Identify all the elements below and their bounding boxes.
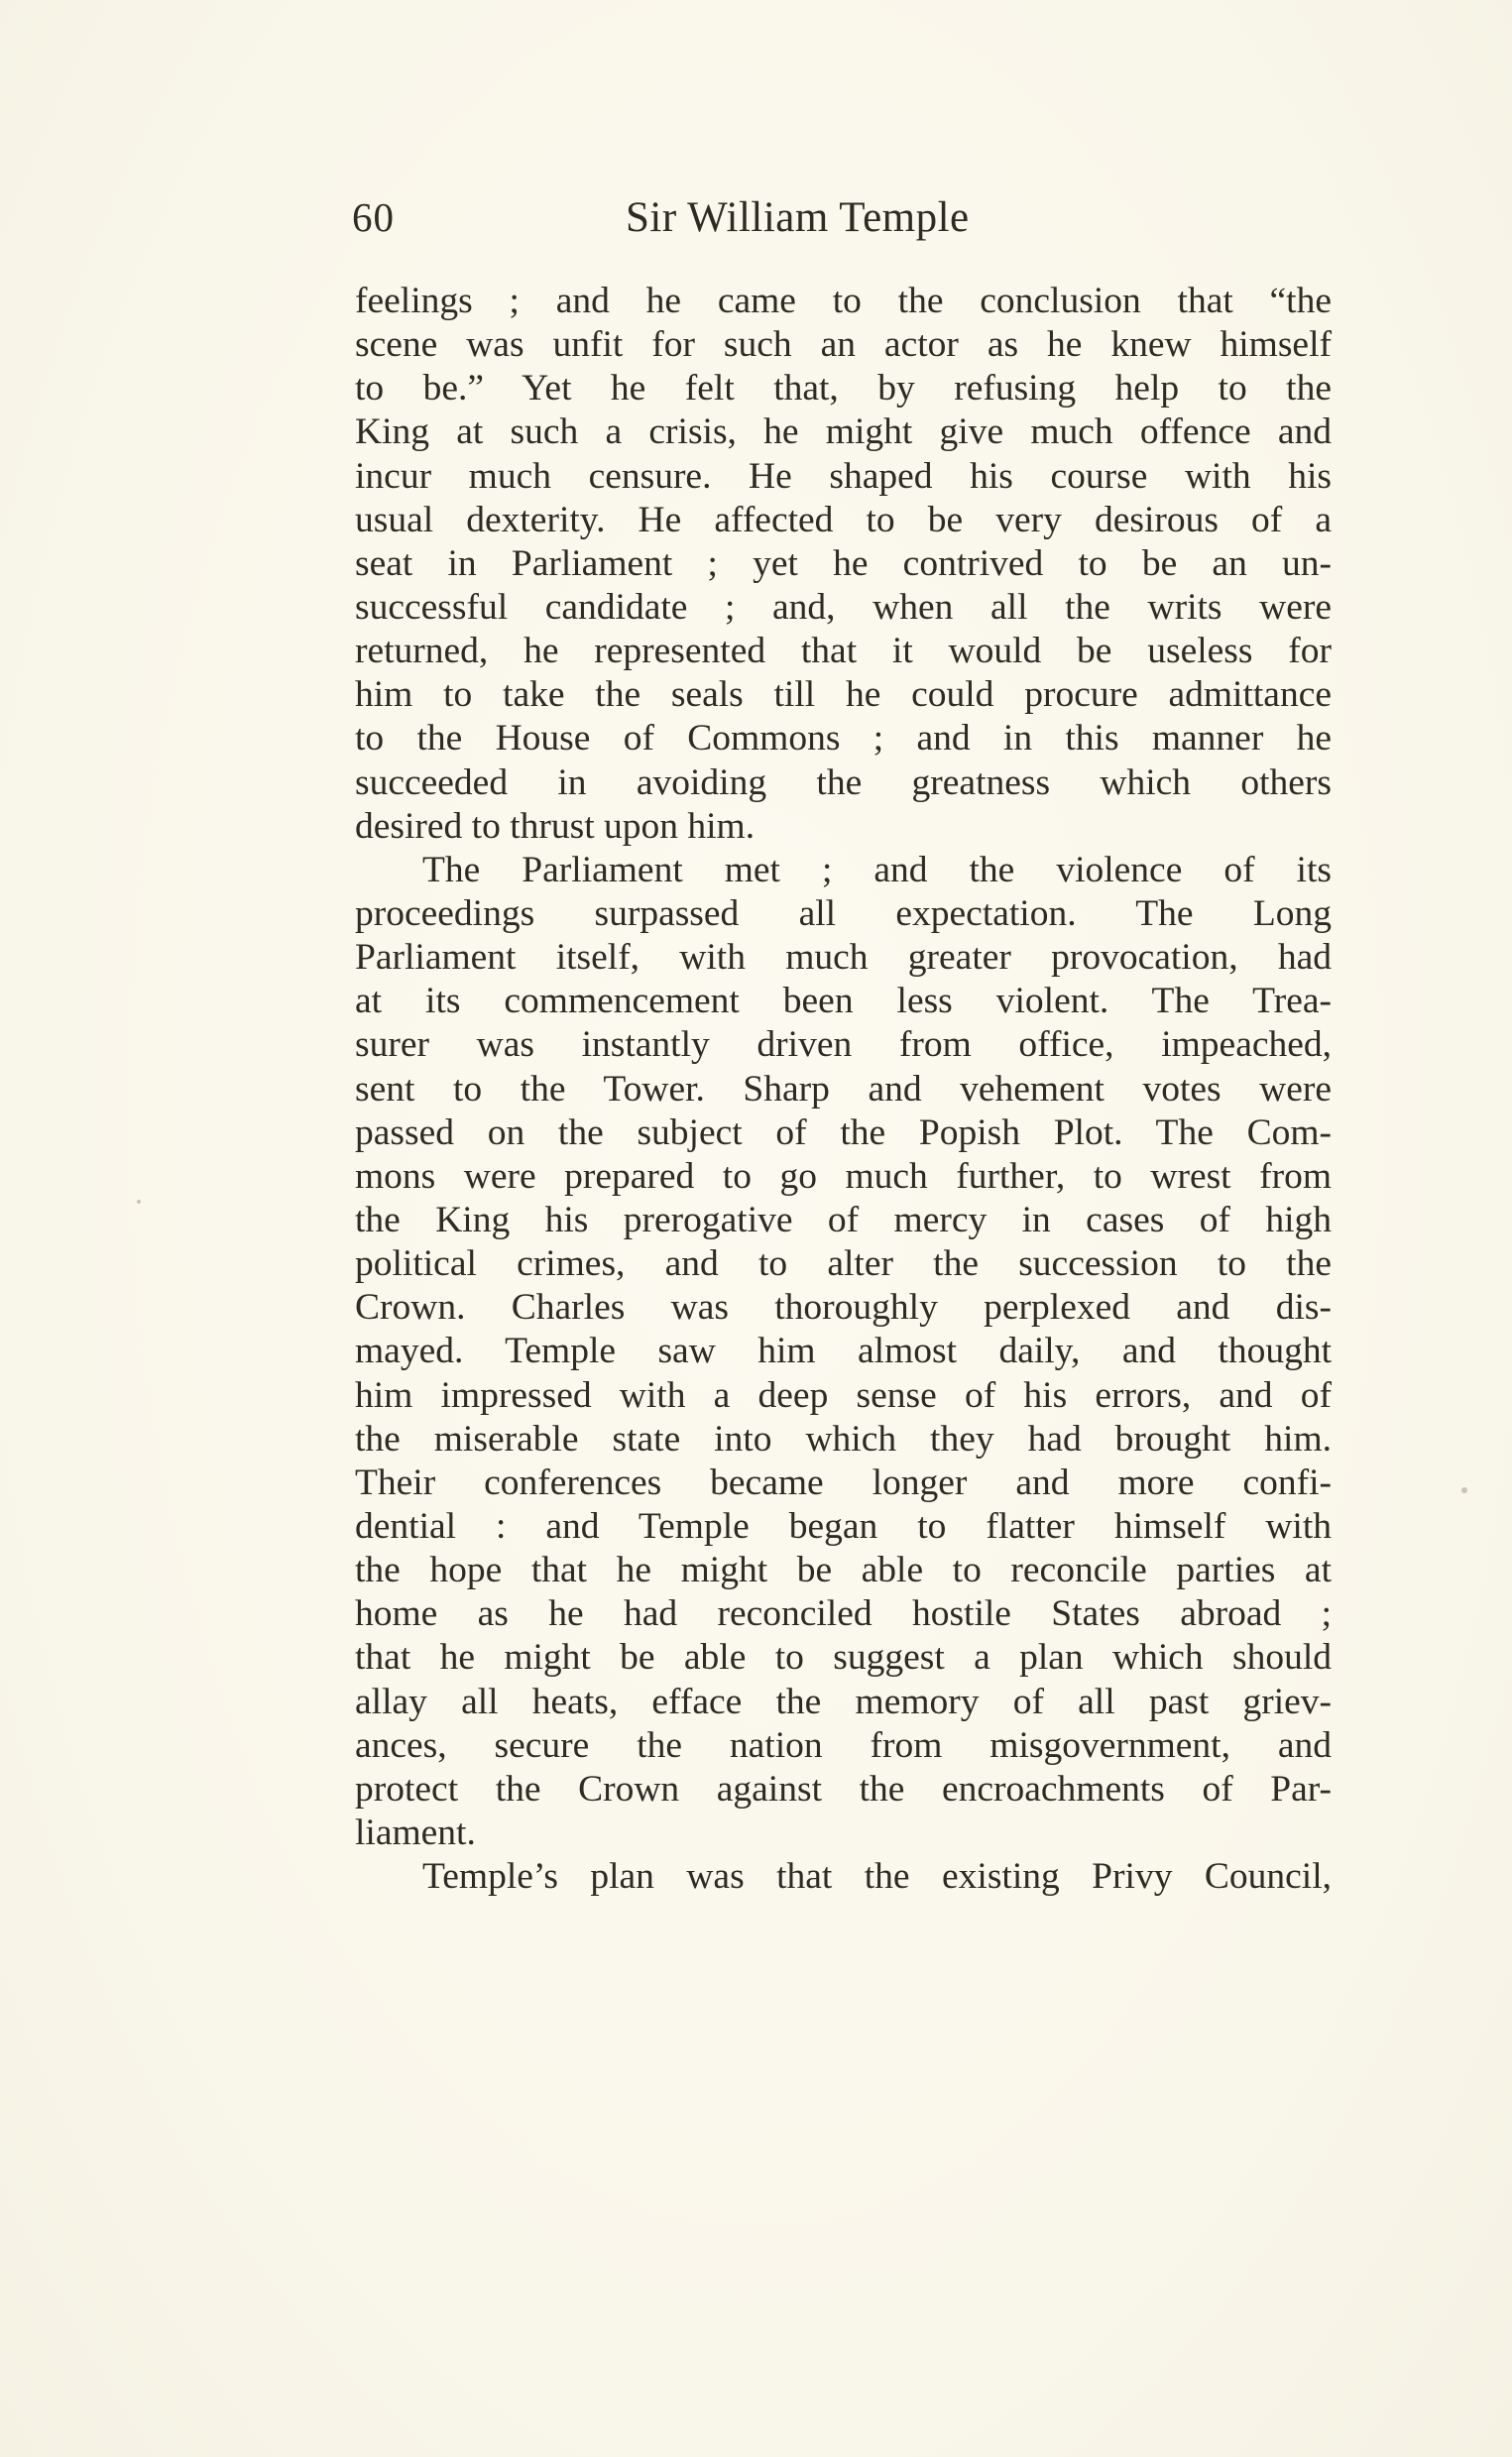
- page-header: [352, 193, 1334, 253]
- text-line: ances, secure the nation from misgovernment, and: [355, 1724, 1332, 1766]
- text-line: King at such a crisis, he might give much offence and: [355, 411, 1332, 453]
- text-line: returned, he represented that it would be useless for: [355, 631, 1332, 672]
- text-line: that he might be able to suggest a plan which should: [355, 1637, 1332, 1679]
- body-text: [355, 280, 1332, 1899]
- text-line: successful candidate ; and, when all the writs were: [355, 586, 1332, 628]
- paper-speck: [137, 1200, 141, 1204]
- text-line: Parliament itself, with much greater provocation, had: [355, 937, 1332, 979]
- text-line: mayed. Temple saw him almost daily, and thought: [355, 1331, 1332, 1372]
- text-line: sent to the Tower. Sharp and vehement votes were: [355, 1068, 1332, 1110]
- text-line: Temple’s plan was that the existing Privy Council,: [422, 1856, 1332, 1898]
- paragraph-2: [355, 849, 1332, 1855]
- paragraph-3: [355, 1855, 1332, 1899]
- text-line: the miserable state into which they had brought him.: [355, 1418, 1332, 1460]
- text-line: political crimes, and to alter the succession to the: [355, 1243, 1332, 1285]
- text-line: succeeded in avoiding the greatness which others: [355, 761, 1332, 803]
- text-line: desired to thrust upon him.: [355, 805, 756, 847]
- text-line: allay all heats, efface the memory of all past griev-: [355, 1681, 1332, 1722]
- text-line: the King his prerogative of mercy in cases of high: [355, 1199, 1332, 1240]
- text-line: usual dexterity. He affected to be very desirous of a: [355, 499, 1332, 540]
- text-line: passed on the subject of the Popish Plot. The Com-: [355, 1112, 1332, 1153]
- text-line: dential : and Temple began to flatter himself with: [355, 1505, 1332, 1547]
- paper-speck: [1461, 1487, 1467, 1493]
- text-line: home as he had reconciled hostile States abroad ;: [355, 1593, 1332, 1635]
- paragraph-1: [355, 280, 1332, 849]
- text-line: mons were prepared to go much further, to wrest from: [355, 1155, 1332, 1197]
- text-line: to be.” Yet he felt that, by refusing help to the: [355, 368, 1332, 410]
- text-line: feelings ; and he came to the conclusion that “the: [355, 281, 1332, 321]
- text-line: The Parliament met ; and the violence of its: [422, 849, 1332, 890]
- text-line: at its commencement been less violent. The Trea-: [355, 981, 1332, 1022]
- text-line: Crown. Charles was thoroughly perplexed and dis-: [355, 1287, 1332, 1329]
- text-line: him to take the seals till he could procure admittance: [355, 674, 1332, 716]
- page-number: 60: [352, 194, 395, 240]
- text-line: proceedings surpassed all expectation. The Long: [355, 892, 1332, 934]
- text-line: surer was instantly driven from office, impeached,: [355, 1024, 1332, 1066]
- text-line: to the House of Commons ; and in this manner he: [355, 718, 1332, 760]
- text-line: him impressed with a deep sense of his errors, and of: [355, 1374, 1332, 1416]
- text-line: Their conferences became longer and more confi-: [355, 1462, 1332, 1503]
- text-line: liament.: [355, 1812, 476, 1853]
- text-line: the hope that he might be able to reconcile parties at: [355, 1550, 1332, 1591]
- text-line: incur much censure. He shaped his course with his: [355, 455, 1332, 497]
- running-title: Sir William Temple: [626, 194, 970, 241]
- text-line: scene was unfit for such an actor as he knew himself: [355, 324, 1332, 366]
- text-line: protect the Crown against the encroachments of Par-: [355, 1768, 1332, 1810]
- text-line: seat in Parliament ; yet he contrived to be an un-: [355, 542, 1332, 584]
